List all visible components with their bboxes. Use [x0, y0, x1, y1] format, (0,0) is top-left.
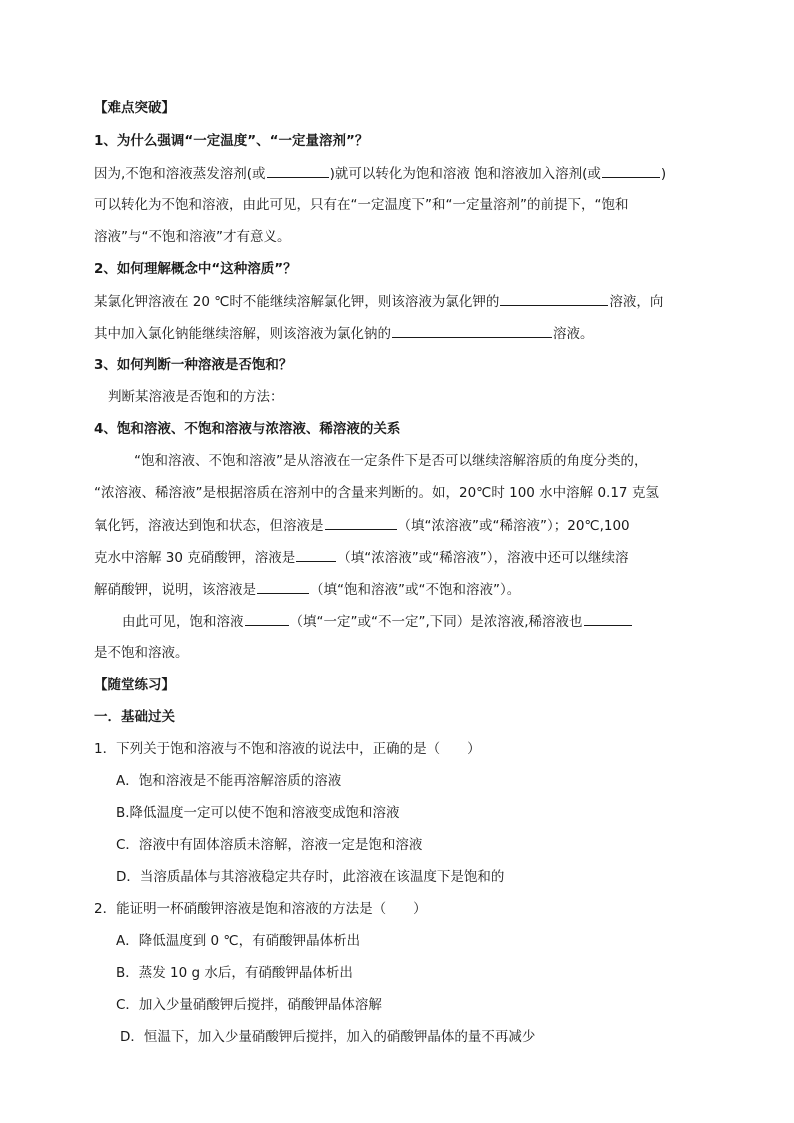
text-span: 由此可见，饱和溶液 — [122, 614, 244, 630]
question-2-line-1 — [94, 291, 704, 312]
fill-blank[interactable] — [245, 611, 289, 626]
question-2-title: 2、如何理解概念中“这种溶质”？ — [94, 261, 297, 277]
exercise-1-option-b: B.降低温度一定可以使不饱和溶液变成饱和溶液 — [116, 805, 400, 821]
question-1-line-2: 可以转化为不饱和溶液，由此可见，只有在“一定温度下”和“一定量溶剂”的前提下，“饱和 — [94, 197, 629, 213]
text-span: （填“一定”或“不一定”,下同）是浓溶液,稀溶液也 — [289, 614, 583, 630]
exercise-2-option-b: B．蒸发 10 g 水后，有硝酸钾晶体析出 — [116, 965, 353, 981]
exercise-2-option-d: D．恒温下，加入少量硝酸钾后搅拌，加入的硝酸钾晶体的量不再减少 — [120, 1029, 536, 1045]
exercise-2-stem: 2．能证明一杯硝酸钾溶液是饱和溶液的方法是（ ） — [94, 901, 427, 917]
text-span: （填“饱和溶液”或“不饱和溶液”）。 — [310, 582, 521, 598]
text-span: 因为,不饱和溶液蒸发溶剂(或 — [94, 166, 266, 182]
fill-blank[interactable] — [584, 611, 632, 626]
question-1-title: 1、为什么强调“一定温度”、“一定量溶剂”？ — [94, 133, 369, 149]
question-4-line-1: “饱和溶液、不饱和溶液”是从溶液在一定条件下是否可以继续溶解溶质的角度分类的， — [134, 453, 648, 469]
fill-blank[interactable] — [296, 547, 336, 562]
exercise-2-option-a: A．降低温度到 0 ℃，有硝酸钾晶体析出 — [116, 933, 361, 949]
text-span: 克水中溶解 30 克硝酸钾，溶液是 — [94, 550, 296, 566]
question-4-line-3 — [94, 515, 704, 536]
question-3-title: 3、如何判断一种溶液是否饱和？ — [94, 357, 293, 373]
section-heading-basic: 一．基础过关 — [94, 709, 175, 725]
question-4-line-4 — [94, 547, 704, 568]
text-span: 解硝酸钾，说明，该溶液是 — [94, 582, 256, 598]
text-span: 溶液。 — [553, 326, 594, 342]
fill-blank[interactable] — [602, 163, 660, 178]
fill-blank[interactable] — [257, 579, 309, 594]
exercise-1-stem: 1．下列关于饱和溶液与不饱和溶液的说法中，正确的是（ ） — [94, 741, 481, 757]
text-span: )就可以转化为饱和溶液 饱和溶液加入溶剂(或 — [329, 166, 601, 182]
text-span: （填“浓溶液”或“稀溶液”）；20℃,100 — [397, 518, 630, 534]
text-span: ) — [660, 166, 667, 182]
section-heading-difficulty: 【难点突破】 — [94, 100, 175, 116]
question-4-line-7: 是不饱和溶液。 — [94, 645, 189, 661]
exercise-1-option-d: D．当溶质晶体与其溶液稳定共存时，此溶液在该温度下是饱和的 — [116, 869, 505, 885]
exercise-1-option-c: C．溶液中有固体溶质未溶解，溶液一定是饱和溶液 — [116, 837, 423, 853]
fill-blank[interactable] — [500, 291, 608, 306]
text-span: 其中加入氯化钠能继续溶解，则该溶液为氯化钠的 — [94, 326, 391, 342]
fill-blank[interactable] — [325, 515, 397, 530]
text-span: 某氯化钾溶液在 20 ℃时不能继续溶解氯化钾，则该溶液为氯化钾的 — [94, 294, 500, 310]
question-2-line-2 — [94, 323, 704, 344]
question-4-line-6 — [122, 611, 732, 632]
question-1-line-3: 溶液”与“不饱和溶液”才有意义。 — [94, 229, 291, 245]
question-1-line-1 — [94, 163, 704, 184]
text-span: 溶液，向 — [609, 294, 664, 310]
fill-blank[interactable] — [392, 323, 552, 338]
exercise-1-option-a: A．饱和溶液是不能再溶解溶质的溶液 — [116, 773, 342, 789]
exercise-2-option-c: C．加入少量硝酸钾后搅拌，硝酸钾晶体溶解 — [116, 997, 382, 1013]
question-3-line-1: 判断某溶液是否饱和的方法： — [108, 389, 284, 405]
question-4-title: 4、饱和溶液、不饱和溶液与浓溶液、稀溶液的关系 — [94, 421, 401, 437]
fill-blank[interactable] — [267, 163, 329, 178]
question-4-line-2: “浓溶液、稀溶液”是根据溶质在溶剂中的含量来判断的。如，20℃时 100 水中溶解 0.17 克氢 — [94, 485, 659, 501]
question-4-line-5 — [94, 579, 704, 600]
text-span: 氧化钙，溶液达到饱和状态，但溶液是 — [94, 518, 324, 534]
section-heading-practice: 【随堂练习】 — [94, 677, 175, 693]
text-span: （填“浓溶液”或“稀溶液”），溶液中还可以继续溶 — [337, 550, 629, 566]
